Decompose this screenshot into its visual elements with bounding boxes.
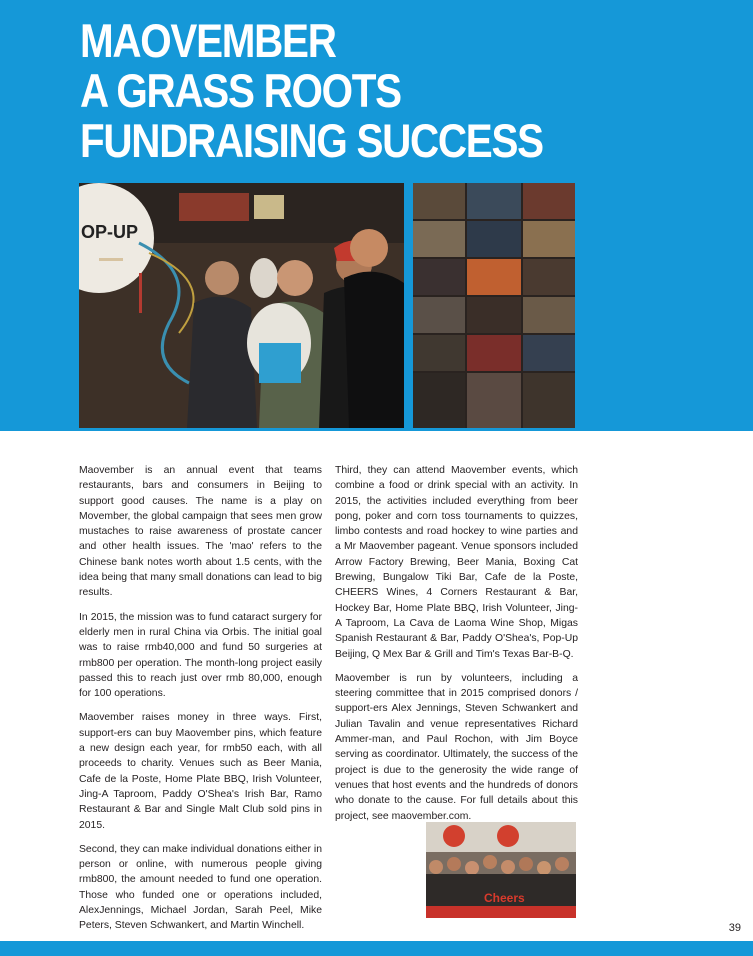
hero-banner: [0, 0, 753, 431]
popup-sign-text: OP-UP: [81, 222, 139, 242]
title-line-2: A GRASS ROOTS: [80, 64, 401, 117]
footer-bar: [0, 941, 753, 956]
paragraph: In 2015, the mission was to fund cataract surgery for elderly men in rural China via Orbis. The initial goal was to raise rmb40,000 and fund 50 surgeries at rmb800 per operation. The month-long project easily passed this to reach just over rmb 80,000, enough for 100 operations.: [79, 611, 322, 700]
page-number: 39: [728, 922, 741, 934]
paragraph: Third, they can attend Maovember events, which combine a food or drink special with an activity. In 2015, the activities included everything from beer pong, poker and corn toss tournaments to quizzes, limbo contests and road hockey to wine parties and a Mr Maovember pageant. Venue sponsors included Arrow Factory Brewing, Beer Mania, Boxing Cat Brewing, Bungalow Tiki Bar, Cafe de la Poste, CHEERS Wines, 4 Corners Restaurant & Bar, Hockey Bar, Home Plate BBQ, Irish Volunteer, Jing-A Taproom, La Cava de Laoma Wine Shop, Migas Spanish Restaurant & Bar, Paddy O'Shea's, Pop-Up Beijing, Q Mex Bar & Grill and Tim's Texas Bar-B-Q.: [335, 465, 578, 660]
text-column-right: [335, 463, 578, 833]
title-line-1: MAOVEMBER: [80, 14, 336, 67]
collage-photo: [413, 183, 575, 428]
cheers-group-photo: [426, 822, 576, 918]
group-photo-popup-bar: [79, 183, 404, 428]
paragraph: Maovember raises money in three ways. First, support-ers can buy Maovember pins, which feature a new design each year, for rmb50 each, with all proceeds to charity. Venues such as Beer Mania, Cafe de la Poste, Home Plate BBQ, Irish Volunteer, Jing-A Taproom, Paddy O'Shea's Irish Bar, Ramo Restaurant & Bar and Single Malt Club sold pins in 2015.: [79, 712, 322, 831]
text-column-left: [79, 463, 322, 943]
paragraph: Maovember is run by volunteers, including a steering committee that in 2015 comprised donors / support-ers Alex Jennings, Steven Schwankert and Julian Tavalin and venue representatives Richard Ammer-man, and Paul Rochon, with Jim Boyce serving as coordinator. Ultimately, the success of the project is due to the generosity the wide range of venues that host events and the hundreds of donors who donate to the cause. For full details about this project, see maovember.com.: [335, 672, 578, 822]
page-title: [80, 16, 543, 166]
title-line-3: FUNDRAISING SUCCESS: [80, 114, 543, 167]
paragraph: Maovember is an annual event that teams restaurants, bars and consumers in Beijing to support good causes. The name is a play on Movember, the global campaign that sees men grow mustaches to raise awareness of prostate cancer and other health issues. The 'mao' refers to the Chinese bank notes worth about 1.5 cents, with the idea being that many small donations can lead to big results.: [79, 465, 322, 599]
cheers-caption: Cheers: [484, 891, 525, 905]
paragraph: Second, they can make individual donations either in person or online, with numerous people giving rmb800, the amount needed to fund one operation. Those who funded one or operations included, AlexJennings, Michael Jordan, Sarah Peel, Mike Peters, Steven Schwankert, and Martin Winchell.: [79, 843, 322, 932]
